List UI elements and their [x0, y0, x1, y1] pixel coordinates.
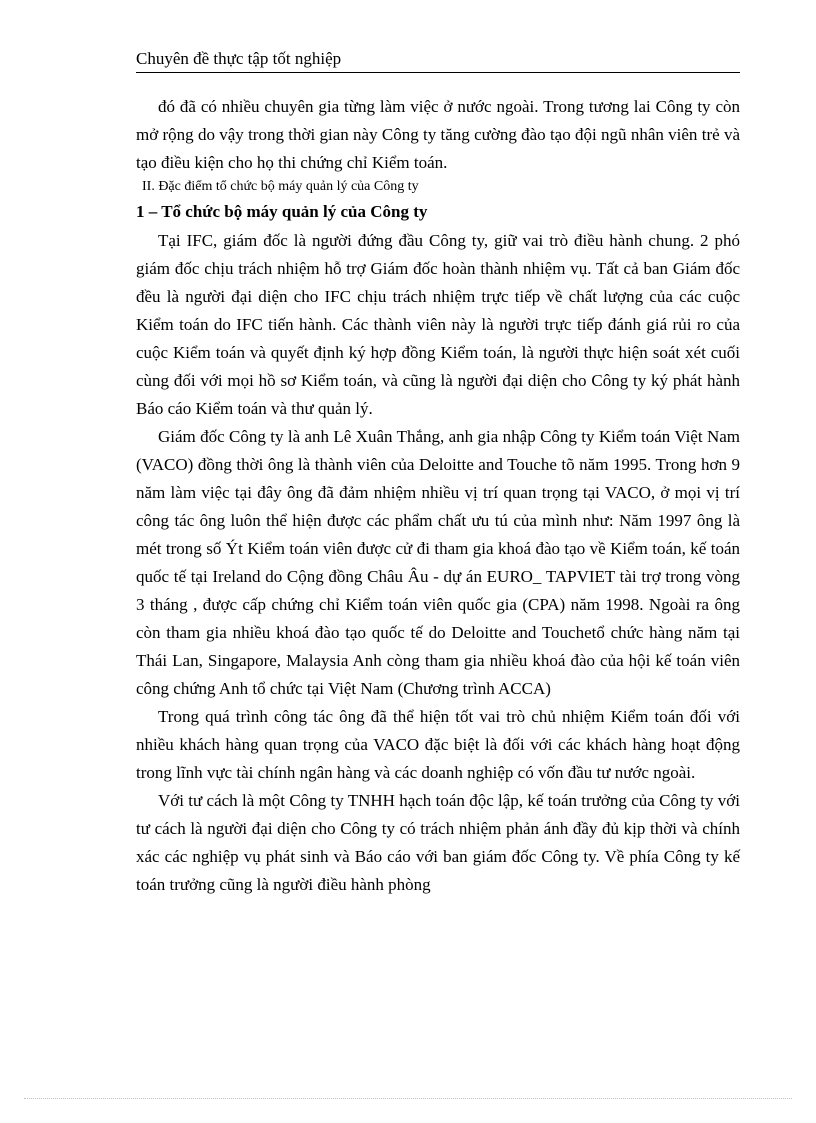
page-header	[136, 48, 740, 73]
subsection-heading-1: 1 – Tổ chức bộ máy quản lý của Công ty	[136, 202, 428, 221]
header-title: Chuyên đề thực tập tốt nghiệp	[136, 49, 342, 68]
paragraph-director-profile: Giám đốc Công ty là anh Lê Xuân Thắng, anh gia nhập Công ty Kiểm toán Việt Nam (VACO) đồng thời ông là thành viên của Deloitte and Touche tõ năm 1995. Trong hơn 9 năm làm việc tại đây ông đã đảm nhiệm nhiều vị trí quan trọng tại VACO, ở mọi vị trí công tác ông luôn thể hiện được các phẩm chất ưu tú của mình như: Năm 1997 ông là mét trong số Ýt Kiểm toán viên được cử đi tham gia khoá đào tạo về Kiểm toán, kế toán quốc tế tại Ireland do Cộng đồng Châu Âu - dự án EURO_ TAPVIET tài trợ trong vòng 3 tháng , được cấp chứng chỉ Kiểm toán viên quốc gia (CPA) năm 1998. Ngoài ra ông còn tham gia nhiều khoá đào tạo quốc tế do Deloitte and Touchetổ chức hàng năm tại Thái Lan, Singapore, Malaysia Anh còng tham gia nhiều khoá đào của hội kế toán viên công chứng Anh tổ chức tại Việt Nam (Chương trình ACCA)	[136, 427, 740, 698]
section-heading-ii: II. Đặc điểm tổ chức bộ máy quản lý của Công ty	[142, 179, 419, 194]
paragraph-director-role: Trong quá trình công tác ông đã thể hiện tốt vai trò chủ nhiệm Kiểm toán đối với nhiều khách hàng quan trọng của VACO đặc biệt là đối với các khách hàng hoạt động trong lĩnh vực tài chính ngân hàng và các doanh nghiệp có vốn đầu tư nước ngoài.	[136, 707, 740, 782]
document-body	[136, 93, 740, 899]
page-bottom-divider	[24, 1098, 792, 1099]
paragraph-ifc-management: Tại IFC, giám đốc là người đứng đầu Công ty, giữ vai trò điều hành chung. 2 phó giám đốc chịu trách nhiệm hỗ trợ Giám đốc hoàn thành nhiệm vụ. Tất cả ban Giám đốc đều là người đại diện cho IFC chịu trách nhiệm trực tiếp về chất lượng của các cuộc Kiểm toán do IFC tiến hành. Các thành viên này là người trực tiếp đánh giá rủi ro của cuộc Kiểm toán và quyết định ký hợp đồng Kiểm toán, là người thực hiện soát xét cuối cùng đối với mọi hồ sơ Kiểm toán, và cũng là người đại diện cho Công ty ký phát hành Báo cáo Kiểm toán và thư quản lý.	[136, 231, 740, 418]
paragraph-continued: đó đã có nhiều chuyên gia từng làm việc ở nước ngoài. Trong tương lai Công ty còn mở rộng do vậy trong thời gian này Công ty tăng cường đào tạo đội ngũ nhân viên trẻ và tạo điều kiện cho họ thi chứng chỉ Kiểm toán.	[136, 97, 740, 172]
paragraph-chief-accountant: Với tư cách là một Công ty TNHH hạch toán độc lập, kế toán trưởng của Công ty với tư cách là người đại diện cho Công ty có trách nhiệm phản ánh đầy đủ kịp thời và chính xác các nghiệp vụ phát sinh và Báo cáo với ban giám đốc Công ty. Về phía Công ty kế toán trưởng cũng là người điều hành phòng	[136, 791, 740, 894]
